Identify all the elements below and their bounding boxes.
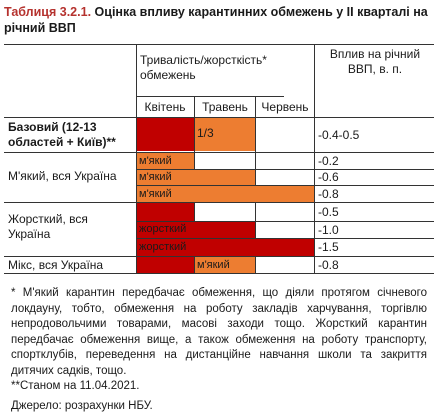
bar-baseline-april — [137, 118, 194, 151]
footnote-soft-hard: * М'який карантин передбачає обмеження, що діяли протягом січневого локдауну, тобто, обмеження на роботу закладів харчування, торгівлю непродовольчими товарами, масові заходи тощо. Жорсткий карантин передбачає обмеження вище, а також обмеження на роботу транспорту, спортклубів, переведення на дистанційне навчання школи та закриття дитячих садків, тощо. — [11, 287, 427, 377]
impact-hard-1: -0.5 — [318, 205, 339, 219]
table-top-border — [4, 44, 434, 45]
row-divider — [4, 202, 434, 203]
bar-label-hard-2: жорсткий — [139, 223, 187, 235]
row-divider — [4, 152, 434, 153]
bar-label-baseline: 1/3 — [197, 126, 214, 140]
table-bottom-border — [4, 273, 434, 274]
month-header-june: Червень — [261, 100, 309, 114]
month-header-may: Травень — [202, 100, 248, 114]
bar-label-soft-3: м'який — [139, 188, 172, 200]
table-title-text: Оцінка впливу карантинних обмежень у II кварталі на річний ВВП — [4, 5, 428, 35]
row-label-baseline: Базовий (12-13 областей + Київ)** — [8, 120, 116, 149]
impact-soft-1: -0.2 — [318, 154, 339, 168]
row-label-soft: М'який, вся Україна — [8, 169, 117, 183]
bar-label-soft-2: м'який — [139, 171, 172, 183]
table-number: Таблиця 3.2.1. — [4, 5, 92, 19]
bar-mix-april — [137, 257, 194, 273]
bar-hard-1 — [137, 203, 194, 221]
column-divider — [314, 44, 315, 273]
row-label-hard: Жорсткий, вся Україна — [8, 212, 88, 241]
impact-header: Вплив на річний ВВП, в. п. — [329, 47, 421, 76]
month-header-april: Квітень — [144, 100, 186, 114]
impact-hard-3: -1.5 — [318, 240, 339, 254]
source-note: Джерело: розрахунки НБУ. — [11, 400, 153, 412]
footnote-date: **Станом на 11.04.2021. — [11, 380, 140, 392]
bar-label-mix: м'який — [197, 259, 230, 271]
bar-label-hard-3: жорсткий — [139, 241, 187, 253]
footnote — [11, 286, 427, 379]
duration-header: Тривалість/жорсткість* обмежень — [140, 53, 267, 82]
row-label-mix: Мікс, вся Україна — [8, 258, 104, 272]
impact-baseline: -0.4-0.5 — [318, 128, 360, 142]
impact-soft-3: -0.8 — [318, 187, 339, 201]
bar-label-soft-1: м'який — [139, 155, 172, 167]
impact-soft-2: -0.6 — [318, 170, 339, 184]
impact-mix: -0.8 — [318, 258, 339, 272]
month-header-top-border — [136, 96, 284, 97]
impact-hard-2: -1.0 — [318, 223, 339, 237]
